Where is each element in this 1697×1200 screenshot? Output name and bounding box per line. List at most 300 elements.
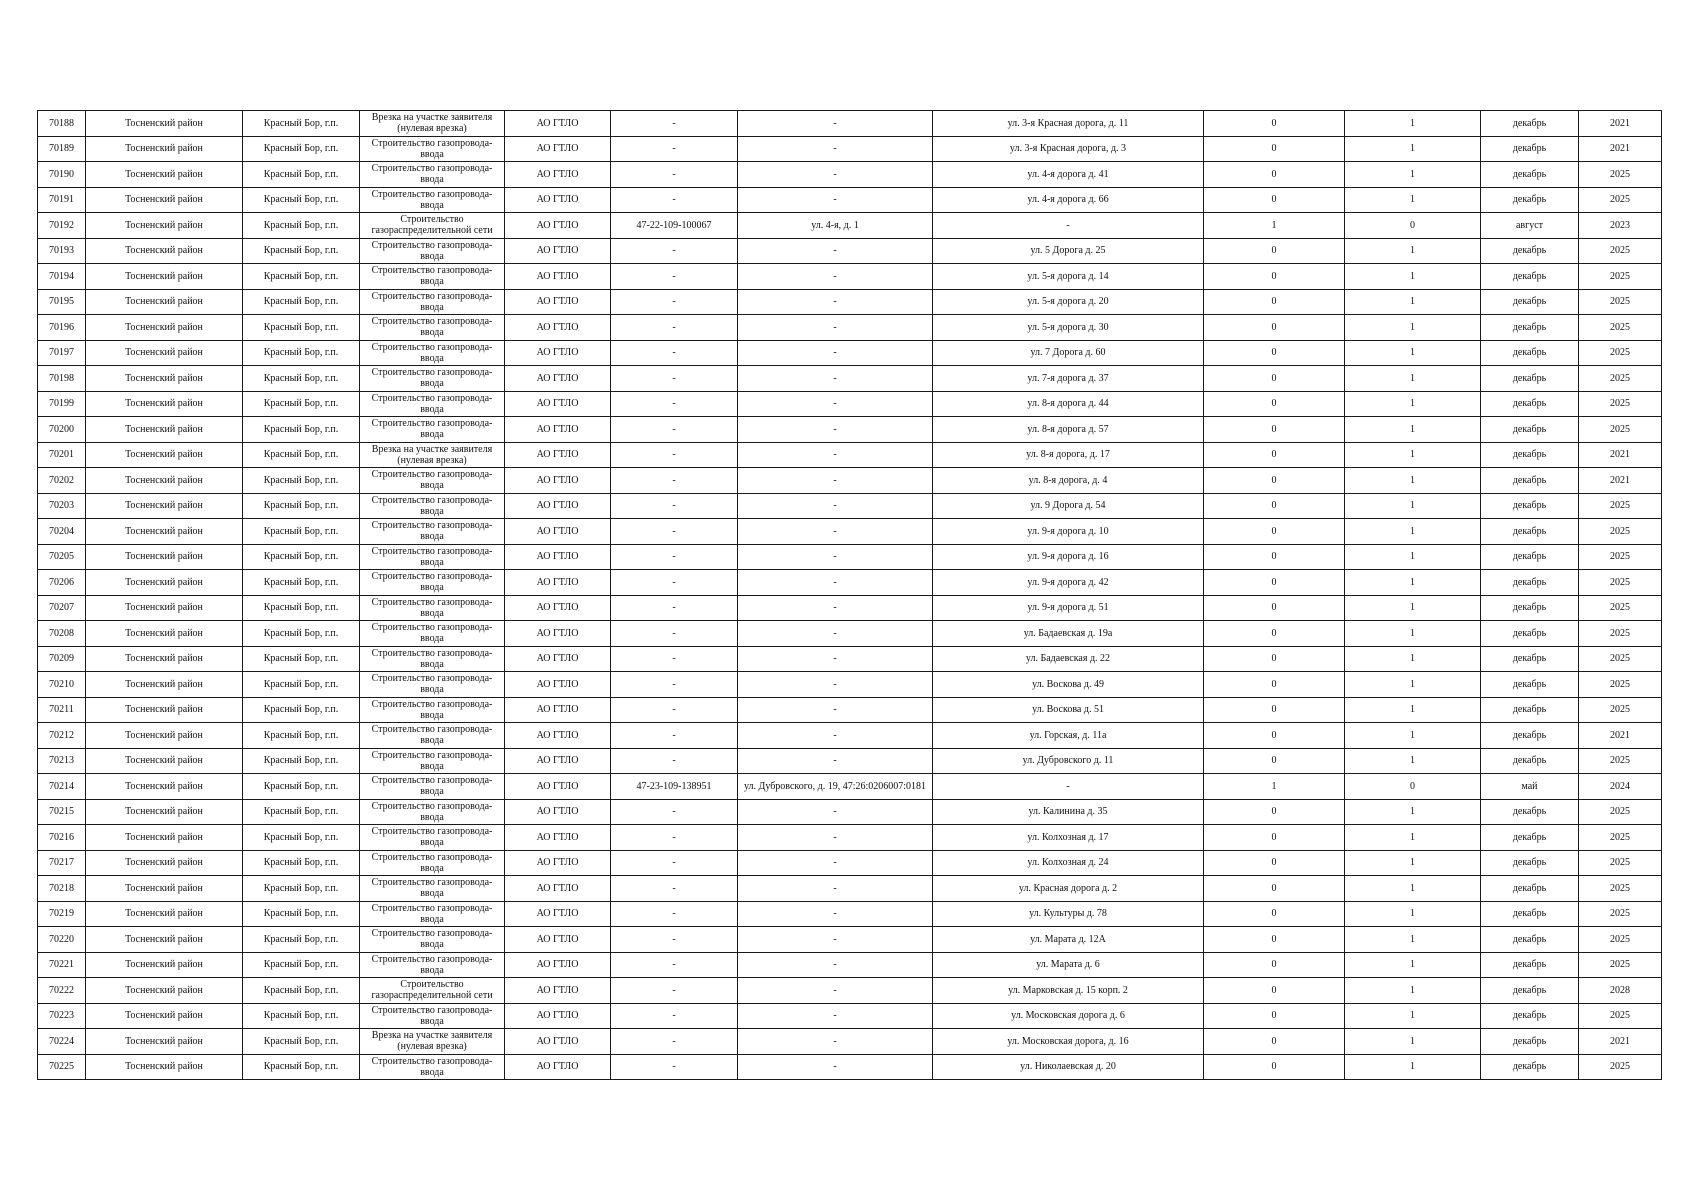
row-number-cell: 70201 xyxy=(38,442,86,468)
object-address-cell: - xyxy=(738,799,933,825)
count-b-cell: 1 xyxy=(1345,748,1481,774)
month-cell: декабрь xyxy=(1481,136,1579,162)
count-a-cell: 0 xyxy=(1204,1054,1345,1080)
year-cell: 2021 xyxy=(1579,442,1662,468)
year-cell: 2025 xyxy=(1579,340,1662,366)
year-cell: 2021 xyxy=(1579,136,1662,162)
district-cell: Тосненский район xyxy=(86,697,243,723)
organization-cell: АО ГТЛО xyxy=(505,672,611,698)
count-a-cell: 0 xyxy=(1204,799,1345,825)
count-b-cell: 1 xyxy=(1345,927,1481,953)
organization-cell: АО ГТЛО xyxy=(505,213,611,239)
organization-cell: АО ГТЛО xyxy=(505,264,611,290)
month-cell: декабрь xyxy=(1481,570,1579,596)
table-row xyxy=(38,850,1662,876)
district-cell: Тосненский район xyxy=(86,289,243,315)
settlement-cell: Красный Бор, г.п. xyxy=(243,646,360,672)
object-address-cell: - xyxy=(738,238,933,264)
gas-connection-table xyxy=(37,110,1662,1080)
row-number-cell: 70225 xyxy=(38,1054,86,1080)
connection-address-cell: ул. Московская дорога, д. 16 xyxy=(933,1029,1204,1055)
row-number-cell: 70222 xyxy=(38,978,86,1004)
settlement-cell: Красный Бор, г.п. xyxy=(243,136,360,162)
work-type-cell: Строительство газопровода-ввода xyxy=(360,1054,505,1080)
count-a-cell: 0 xyxy=(1204,748,1345,774)
table-row xyxy=(38,289,1662,315)
count-b-cell: 1 xyxy=(1345,978,1481,1004)
settlement-cell: Красный Бор, г.п. xyxy=(243,111,360,137)
count-b-cell: 1 xyxy=(1345,799,1481,825)
object-address-cell: ул. Дубровского, д. 19, 47:26:0206007:0181 xyxy=(738,774,933,800)
connection-address-cell: ул. Воскова д. 49 xyxy=(933,672,1204,698)
application-number-cell: - xyxy=(611,111,738,137)
work-type-cell: Строительство газопровода-ввода xyxy=(360,187,505,213)
connection-address-cell: ул. 5-я дорога д. 14 xyxy=(933,264,1204,290)
application-number-cell: - xyxy=(611,544,738,570)
connection-address-cell: ул. 9 Дорога д. 54 xyxy=(933,493,1204,519)
year-cell: 2021 xyxy=(1579,1029,1662,1055)
settlement-cell: Красный Бор, г.п. xyxy=(243,952,360,978)
work-type-cell: Строительство газопровода-ввода xyxy=(360,901,505,927)
count-b-cell: 1 xyxy=(1345,570,1481,596)
district-cell: Тосненский район xyxy=(86,417,243,443)
organization-cell: АО ГТЛО xyxy=(505,1029,611,1055)
settlement-cell: Красный Бор, г.п. xyxy=(243,672,360,698)
row-number-cell: 70208 xyxy=(38,621,86,647)
count-b-cell: 1 xyxy=(1345,417,1481,443)
count-b-cell: 1 xyxy=(1345,264,1481,290)
district-cell: Тосненский район xyxy=(86,646,243,672)
object-address-cell: - xyxy=(738,111,933,137)
district-cell: Тосненский район xyxy=(86,799,243,825)
row-number-cell: 70209 xyxy=(38,646,86,672)
application-number-cell: - xyxy=(611,901,738,927)
count-b-cell: 1 xyxy=(1345,544,1481,570)
row-number-cell: 70197 xyxy=(38,340,86,366)
settlement-cell: Красный Бор, г.п. xyxy=(243,723,360,749)
month-cell: декабрь xyxy=(1481,723,1579,749)
application-number-cell: - xyxy=(611,978,738,1004)
connection-address-cell: ул. 4-я дорога д. 66 xyxy=(933,187,1204,213)
count-a-cell: 0 xyxy=(1204,901,1345,927)
count-b-cell: 1 xyxy=(1345,136,1481,162)
organization-cell: АО ГТЛО xyxy=(505,850,611,876)
connection-address-cell: ул. Марата д. 12А xyxy=(933,927,1204,953)
application-number-cell: - xyxy=(611,799,738,825)
table-row xyxy=(38,799,1662,825)
application-number-cell: - xyxy=(611,340,738,366)
row-number-cell: 70199 xyxy=(38,391,86,417)
table-row xyxy=(38,621,1662,647)
district-cell: Тосненский район xyxy=(86,366,243,392)
count-a-cell: 0 xyxy=(1204,697,1345,723)
table-row xyxy=(38,672,1662,698)
district-cell: Тосненский район xyxy=(86,672,243,698)
work-type-cell: Строительство газопровода-ввода xyxy=(360,672,505,698)
organization-cell: АО ГТЛО xyxy=(505,493,611,519)
count-b-cell: 1 xyxy=(1345,901,1481,927)
year-cell: 2025 xyxy=(1579,162,1662,188)
table-row xyxy=(38,1054,1662,1080)
district-cell: Тосненский район xyxy=(86,468,243,494)
object-address-cell: - xyxy=(738,366,933,392)
work-type-cell: Строительство газопровода-ввода xyxy=(360,876,505,902)
year-cell: 2025 xyxy=(1579,646,1662,672)
object-address-cell: - xyxy=(738,697,933,723)
row-number-cell: 70215 xyxy=(38,799,86,825)
organization-cell: АО ГТЛО xyxy=(505,366,611,392)
organization-cell: АО ГТЛО xyxy=(505,876,611,902)
work-type-cell: Строительство газопровода-ввода xyxy=(360,340,505,366)
object-address-cell: - xyxy=(738,1003,933,1029)
month-cell: декабрь xyxy=(1481,1003,1579,1029)
count-b-cell: 1 xyxy=(1345,315,1481,341)
month-cell: май xyxy=(1481,774,1579,800)
table-row xyxy=(38,927,1662,953)
month-cell: декабрь xyxy=(1481,595,1579,621)
count-a-cell: 0 xyxy=(1204,417,1345,443)
work-type-cell: Строительство газопровода-ввода xyxy=(360,774,505,800)
district-cell: Тосненский район xyxy=(86,1003,243,1029)
year-cell: 2025 xyxy=(1579,850,1662,876)
object-address-cell: - xyxy=(738,570,933,596)
row-number-cell: 70206 xyxy=(38,570,86,596)
settlement-cell: Красный Бор, г.п. xyxy=(243,850,360,876)
settlement-cell: Красный Бор, г.п. xyxy=(243,544,360,570)
connection-address-cell: ул. Калинина д. 35 xyxy=(933,799,1204,825)
settlement-cell: Красный Бор, г.п. xyxy=(243,315,360,341)
connection-address-cell: ул. Колхозная д. 17 xyxy=(933,825,1204,851)
row-number-cell: 70194 xyxy=(38,264,86,290)
count-b-cell: 1 xyxy=(1345,850,1481,876)
application-number-cell: 47-23-109-138951 xyxy=(611,774,738,800)
year-cell: 2025 xyxy=(1579,952,1662,978)
month-cell: декабрь xyxy=(1481,927,1579,953)
organization-cell: АО ГТЛО xyxy=(505,748,611,774)
table-row xyxy=(38,1003,1662,1029)
month-cell: декабрь xyxy=(1481,340,1579,366)
work-type-cell: Строительство газопровода-ввода xyxy=(360,595,505,621)
district-cell: Тосненский район xyxy=(86,978,243,1004)
count-b-cell: 1 xyxy=(1345,493,1481,519)
connection-address-cell: ул. Московская дорога д. 6 xyxy=(933,1003,1204,1029)
year-cell: 2025 xyxy=(1579,570,1662,596)
count-a-cell: 0 xyxy=(1204,978,1345,1004)
district-cell: Тосненский район xyxy=(86,315,243,341)
table-row xyxy=(38,697,1662,723)
application-number-cell: - xyxy=(611,366,738,392)
row-number-cell: 70188 xyxy=(38,111,86,137)
district-cell: Тосненский район xyxy=(86,927,243,953)
month-cell: декабрь xyxy=(1481,901,1579,927)
work-type-cell: Врезка на участке заявителя (нулевая врезка) xyxy=(360,442,505,468)
application-number-cell: - xyxy=(611,315,738,341)
connection-address-cell: ул. Марата д. 6 xyxy=(933,952,1204,978)
application-number-cell: - xyxy=(611,952,738,978)
row-number-cell: 70212 xyxy=(38,723,86,749)
work-type-cell: Строительство газопровода-ввода xyxy=(360,289,505,315)
object-address-cell: - xyxy=(738,595,933,621)
count-b-cell: 1 xyxy=(1345,952,1481,978)
organization-cell: АО ГТЛО xyxy=(505,901,611,927)
count-b-cell: 1 xyxy=(1345,621,1481,647)
organization-cell: АО ГТЛО xyxy=(505,1003,611,1029)
district-cell: Тосненский район xyxy=(86,136,243,162)
row-number-cell: 70190 xyxy=(38,162,86,188)
object-address-cell: - xyxy=(738,519,933,545)
count-b-cell: 1 xyxy=(1345,442,1481,468)
connection-address-cell: ул. Горская, д. 11а xyxy=(933,723,1204,749)
month-cell: декабрь xyxy=(1481,825,1579,851)
organization-cell: АО ГТЛО xyxy=(505,468,611,494)
month-cell: декабрь xyxy=(1481,264,1579,290)
organization-cell: АО ГТЛО xyxy=(505,111,611,137)
row-number-cell: 70195 xyxy=(38,289,86,315)
application-number-cell: - xyxy=(611,468,738,494)
table-row xyxy=(38,315,1662,341)
organization-cell: АО ГТЛО xyxy=(505,187,611,213)
year-cell: 2025 xyxy=(1579,289,1662,315)
count-b-cell: 1 xyxy=(1345,1054,1481,1080)
district-cell: Тосненский район xyxy=(86,748,243,774)
organization-cell: АО ГТЛО xyxy=(505,136,611,162)
district-cell: Тосненский район xyxy=(86,850,243,876)
table-row xyxy=(38,391,1662,417)
work-type-cell: Строительство газопровода-ввода xyxy=(360,519,505,545)
object-address-cell: - xyxy=(738,417,933,443)
application-number-cell: - xyxy=(611,442,738,468)
settlement-cell: Красный Бор, г.п. xyxy=(243,774,360,800)
district-cell: Тосненский район xyxy=(86,238,243,264)
row-number-cell: 70216 xyxy=(38,825,86,851)
count-b-cell: 1 xyxy=(1345,595,1481,621)
month-cell: декабрь xyxy=(1481,978,1579,1004)
settlement-cell: Красный Бор, г.п. xyxy=(243,417,360,443)
application-number-cell: - xyxy=(611,748,738,774)
application-number-cell: - xyxy=(611,697,738,723)
settlement-cell: Красный Бор, г.п. xyxy=(243,162,360,188)
connection-address-cell: ул. Марковская д. 15 корп. 2 xyxy=(933,978,1204,1004)
connection-address-cell: - xyxy=(933,213,1204,239)
count-a-cell: 0 xyxy=(1204,1003,1345,1029)
row-number-cell: 70191 xyxy=(38,187,86,213)
count-a-cell: 0 xyxy=(1204,595,1345,621)
connection-address-cell: ул. 9-я дорога д. 10 xyxy=(933,519,1204,545)
count-b-cell: 1 xyxy=(1345,289,1481,315)
object-address-cell: - xyxy=(738,468,933,494)
settlement-cell: Красный Бор, г.п. xyxy=(243,442,360,468)
year-cell: 2025 xyxy=(1579,697,1662,723)
row-number-cell: 70200 xyxy=(38,417,86,443)
work-type-cell: Врезка на участке заявителя (нулевая врезка) xyxy=(360,1029,505,1055)
application-number-cell: - xyxy=(611,876,738,902)
settlement-cell: Красный Бор, г.п. xyxy=(243,595,360,621)
organization-cell: АО ГТЛО xyxy=(505,621,611,647)
work-type-cell: Врезка на участке заявителя (нулевая врезка) xyxy=(360,111,505,137)
month-cell: декабрь xyxy=(1481,111,1579,137)
connection-address-cell: ул. 5-я дорога д. 20 xyxy=(933,289,1204,315)
object-address-cell: - xyxy=(738,493,933,519)
row-number-cell: 70202 xyxy=(38,468,86,494)
district-cell: Тосненский район xyxy=(86,621,243,647)
table-row xyxy=(38,111,1662,137)
organization-cell: АО ГТЛО xyxy=(505,825,611,851)
count-a-cell: 0 xyxy=(1204,187,1345,213)
table-row xyxy=(38,595,1662,621)
month-cell: декабрь xyxy=(1481,697,1579,723)
settlement-cell: Красный Бор, г.п. xyxy=(243,748,360,774)
district-cell: Тосненский район xyxy=(86,162,243,188)
connection-address-cell: ул. Колхозная д. 24 xyxy=(933,850,1204,876)
work-type-cell: Строительство газопровода-ввода xyxy=(360,825,505,851)
row-number-cell: 70214 xyxy=(38,774,86,800)
count-a-cell: 0 xyxy=(1204,162,1345,188)
month-cell: декабрь xyxy=(1481,519,1579,545)
district-cell: Тосненский район xyxy=(86,519,243,545)
application-number-cell: - xyxy=(611,391,738,417)
district-cell: Тосненский район xyxy=(86,595,243,621)
settlement-cell: Красный Бор, г.п. xyxy=(243,391,360,417)
district-cell: Тосненский район xyxy=(86,723,243,749)
year-cell: 2025 xyxy=(1579,391,1662,417)
application-number-cell: - xyxy=(611,850,738,876)
connection-address-cell: ул. 8-я дорога д. 57 xyxy=(933,417,1204,443)
application-number-cell: - xyxy=(611,723,738,749)
settlement-cell: Красный Бор, г.п. xyxy=(243,187,360,213)
object-address-cell: - xyxy=(738,1029,933,1055)
settlement-cell: Красный Бор, г.п. xyxy=(243,570,360,596)
connection-address-cell: ул. 8-я дорога, д. 17 xyxy=(933,442,1204,468)
table-row xyxy=(38,442,1662,468)
year-cell: 2025 xyxy=(1579,876,1662,902)
count-b-cell: 1 xyxy=(1345,340,1481,366)
work-type-cell: Строительство газопровода-ввода xyxy=(360,366,505,392)
count-b-cell: 0 xyxy=(1345,213,1481,239)
organization-cell: АО ГТЛО xyxy=(505,799,611,825)
application-number-cell: 47-22-109-100067 xyxy=(611,213,738,239)
work-type-cell: Строительство газопровода-ввода xyxy=(360,697,505,723)
connection-address-cell: ул. 3-я Красная дорога, д. 3 xyxy=(933,136,1204,162)
settlement-cell: Красный Бор, г.п. xyxy=(243,238,360,264)
object-address-cell: - xyxy=(738,723,933,749)
work-type-cell: Строительство газопровода-ввода xyxy=(360,493,505,519)
application-number-cell: - xyxy=(611,1054,738,1080)
month-cell: декабрь xyxy=(1481,289,1579,315)
row-number-cell: 70204 xyxy=(38,519,86,545)
count-a-cell: 1 xyxy=(1204,213,1345,239)
application-number-cell: - xyxy=(611,672,738,698)
organization-cell: АО ГТЛО xyxy=(505,952,611,978)
settlement-cell: Красный Бор, г.п. xyxy=(243,621,360,647)
connection-address-cell: ул. 8-я дорога д. 44 xyxy=(933,391,1204,417)
work-type-cell: Строительство газопровода-ввода xyxy=(360,723,505,749)
object-address-cell: - xyxy=(738,391,933,417)
count-a-cell: 0 xyxy=(1204,366,1345,392)
month-cell: декабрь xyxy=(1481,187,1579,213)
table-row xyxy=(38,213,1662,239)
count-b-cell: 1 xyxy=(1345,187,1481,213)
settlement-cell: Красный Бор, г.п. xyxy=(243,289,360,315)
application-number-cell: - xyxy=(611,825,738,851)
row-number-cell: 70198 xyxy=(38,366,86,392)
count-b-cell: 1 xyxy=(1345,468,1481,494)
count-a-cell: 0 xyxy=(1204,315,1345,341)
district-cell: Тосненский район xyxy=(86,340,243,366)
table-row xyxy=(38,340,1662,366)
month-cell: декабрь xyxy=(1481,850,1579,876)
work-type-cell: Строительство газопровода-ввода xyxy=(360,136,505,162)
work-type-cell: Строительство газораспределительной сети xyxy=(360,978,505,1004)
row-number-cell: 70224 xyxy=(38,1029,86,1055)
district-cell: Тосненский район xyxy=(86,901,243,927)
table-row xyxy=(38,825,1662,851)
count-a-cell: 0 xyxy=(1204,468,1345,494)
year-cell: 2024 xyxy=(1579,774,1662,800)
organization-cell: АО ГТЛО xyxy=(505,442,611,468)
count-a-cell: 0 xyxy=(1204,289,1345,315)
work-type-cell: Строительство газопровода-ввода xyxy=(360,315,505,341)
count-b-cell: 1 xyxy=(1345,876,1481,902)
row-number-cell: 70210 xyxy=(38,672,86,698)
object-address-cell: - xyxy=(738,876,933,902)
table-row xyxy=(38,901,1662,927)
settlement-cell: Красный Бор, г.п. xyxy=(243,927,360,953)
object-address-cell: - xyxy=(738,672,933,698)
district-cell: Тосненский район xyxy=(86,213,243,239)
count-b-cell: 0 xyxy=(1345,774,1481,800)
object-address-cell: - xyxy=(738,187,933,213)
connection-address-cell: ул. 7-я дорога д. 37 xyxy=(933,366,1204,392)
count-a-cell: 0 xyxy=(1204,1029,1345,1055)
work-type-cell: Строительство газопровода-ввода xyxy=(360,391,505,417)
application-number-cell: - xyxy=(611,493,738,519)
count-a-cell: 1 xyxy=(1204,774,1345,800)
organization-cell: АО ГТЛО xyxy=(505,315,611,341)
connection-address-cell: ул. 9-я дорога д. 42 xyxy=(933,570,1204,596)
work-type-cell: Строительство газопровода-ввода xyxy=(360,544,505,570)
row-number-cell: 70193 xyxy=(38,238,86,264)
count-a-cell: 0 xyxy=(1204,519,1345,545)
object-address-cell: - xyxy=(738,264,933,290)
row-number-cell: 70203 xyxy=(38,493,86,519)
object-address-cell: - xyxy=(738,289,933,315)
month-cell: декабрь xyxy=(1481,672,1579,698)
district-cell: Тосненский район xyxy=(86,1029,243,1055)
year-cell: 2025 xyxy=(1579,417,1662,443)
work-type-cell: Строительство газопровода-ввода xyxy=(360,799,505,825)
work-type-cell: Строительство газораспределительной сети xyxy=(360,213,505,239)
connection-address-cell: ул. 7 Дорога д. 60 xyxy=(933,340,1204,366)
settlement-cell: Красный Бор, г.п. xyxy=(243,264,360,290)
organization-cell: АО ГТЛО xyxy=(505,1054,611,1080)
object-address-cell: ул. 4-я, д. 1 xyxy=(738,213,933,239)
object-address-cell: - xyxy=(738,901,933,927)
application-number-cell: - xyxy=(611,646,738,672)
year-cell: 2025 xyxy=(1579,799,1662,825)
settlement-cell: Красный Бор, г.п. xyxy=(243,493,360,519)
row-number-cell: 70189 xyxy=(38,136,86,162)
district-cell: Тосненский район xyxy=(86,264,243,290)
table-row xyxy=(38,1029,1662,1055)
month-cell: декабрь xyxy=(1481,442,1579,468)
connection-address-cell: ул. Бадаевская д. 22 xyxy=(933,646,1204,672)
table-row xyxy=(38,366,1662,392)
month-cell: декабрь xyxy=(1481,493,1579,519)
count-a-cell: 0 xyxy=(1204,544,1345,570)
work-type-cell: Строительство газопровода-ввода xyxy=(360,850,505,876)
month-cell: декабрь xyxy=(1481,799,1579,825)
settlement-cell: Красный Бор, г.п. xyxy=(243,697,360,723)
